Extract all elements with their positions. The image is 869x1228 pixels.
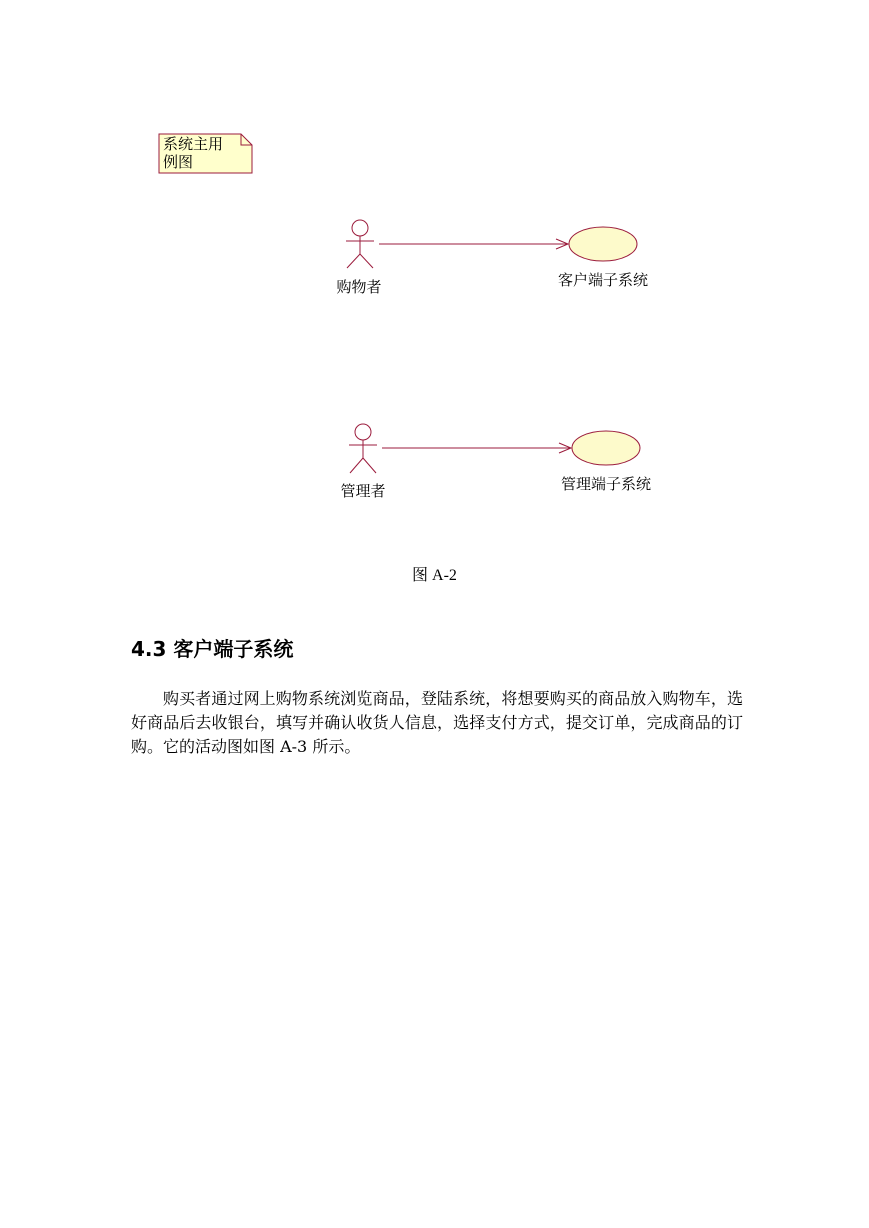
actor-shopper-icon — [346, 220, 374, 268]
association-arrow-2 — [382, 443, 571, 453]
body-paragraph: 购买者通过网上购物系统浏览商品，登陆系统，将想要购买的商品放入购物车，选好商品后去收银台，填写并确认收货人信息，选择支付方式，提交订单，完成商品的订购。它的活动图如图 A-3 所示。 — [131, 689, 743, 756]
note-text-line1: 系统主用 — [163, 135, 224, 153]
actor-admin-label: 管理者 — [340, 482, 386, 500]
use-case-client-label: 客户端子系统 — [557, 271, 649, 289]
note-text-line2: 例图 — [163, 153, 194, 171]
figure-caption: 图 A-2 — [412, 567, 457, 584]
actor-admin-icon — [349, 424, 377, 473]
use-case-diagram — [0, 0, 869, 560]
section-heading: 4.3 客户端子系统 — [131, 637, 294, 661]
diagram-note — [159, 134, 252, 173]
association-arrow-1 — [379, 239, 568, 249]
use-case-admin-label: 管理端子系统 — [560, 475, 652, 493]
actor-shopper-label: 购物者 — [336, 278, 382, 296]
use-case-client-ellipse — [569, 227, 637, 261]
use-case-admin-ellipse — [572, 431, 640, 465]
